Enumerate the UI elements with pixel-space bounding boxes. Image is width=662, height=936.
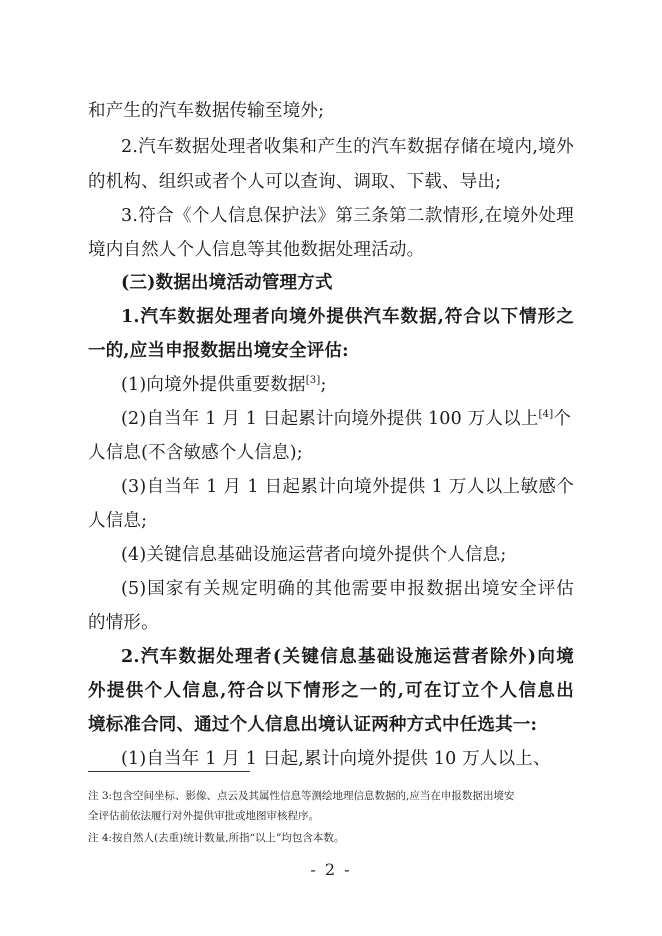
list-item-2-line-1: 2.汽车数据处理者收集和产生的汽车数据存储在境内,境外 [121,137,574,157]
list-item-3-line-1: 3.符合《个人信息保护法》第三条第二款情形,在境外处理 [121,206,574,226]
rule-1-item-5-line-1: (5)国家有关规定明确的其他需要申报数据出境安全评估 [121,579,574,599]
page-number: - 2 - [310,860,352,879]
rule-1-item-2-line-2: 人信息(不含敏感个人信息); [88,443,303,463]
rule-1-line-2: 一的,应当申报数据出境安全评估: [88,341,349,361]
rule-2-line-1: 2.汽车数据处理者(关键信息基础设施运营者除外)向境 [121,647,574,667]
section-heading: (三)数据出境活动管理方式 [121,273,333,293]
footnote-ref-4: [4] [538,409,554,421]
list-item-2-line-2: 的机构、组织或者个人可以查询、调取、下载、导出; [88,172,502,192]
rule-2-item-1: (1)自当年 1 月 1 日起,累计向境外提供 10 万人以上、 [121,749,551,769]
rule-1-item-3-line-1: (3)自当年 1 月 1 日起累计向境外提供 1 万人以上敏感个 [121,477,574,497]
rule-1-item-2-tail: 个 [553,409,572,429]
footnote-3-line-2: 全评估前依法履行对外提供审批或地图审核程序。 [88,810,319,822]
footnote-4: 注 4:按自然人(去重)统计数量,所指“以上”均包含本数。 [88,832,345,844]
footnote-3-line-1: 注 3:包含空间坐标、影像、点云及其属性信息等测绘地理信息数据的,应当在申报数据出境安 [88,790,515,802]
rule-1-item-5-line-2: 的情形。 [88,613,159,633]
rule-1-item-4: (4)关键信息基础设施运营者向境外提供个人信息; [121,545,507,565]
rule-2-line-2: 外提供个人信息,符合以下情形之一的,可在订立个人信息出 [88,681,574,701]
rule-1-item-1-tail: ; [320,375,327,395]
footnote-separator [88,771,250,772]
rule-1-item-2-line-1 [121,402,574,436]
list-item-3-line-2: 境内自然人个人信息等其他数据处理活动。 [88,240,425,260]
rule-1-item-2-text: (2)自当年 1 月 1 日起累计向境外提供 100 万人以上 [121,409,539,429]
rule-1-item-1 [121,368,574,402]
footnote-ref-3: [3] [305,375,321,387]
rule-1-item-3-line-2: 人信息; [88,511,148,531]
rule-1-line-1: 1.汽车数据处理者向境外提供汽车数据,符合以下情形之 [121,307,574,327]
rule-2-line-3: 境标准合同、通过个人信息出境认证两种方式中任选其一: [88,715,538,735]
rule-1-item-1-text: (1)向境外提供重要数据 [121,375,306,395]
body-text-line: 和产生的汽车数据传输至境外; [88,101,325,121]
